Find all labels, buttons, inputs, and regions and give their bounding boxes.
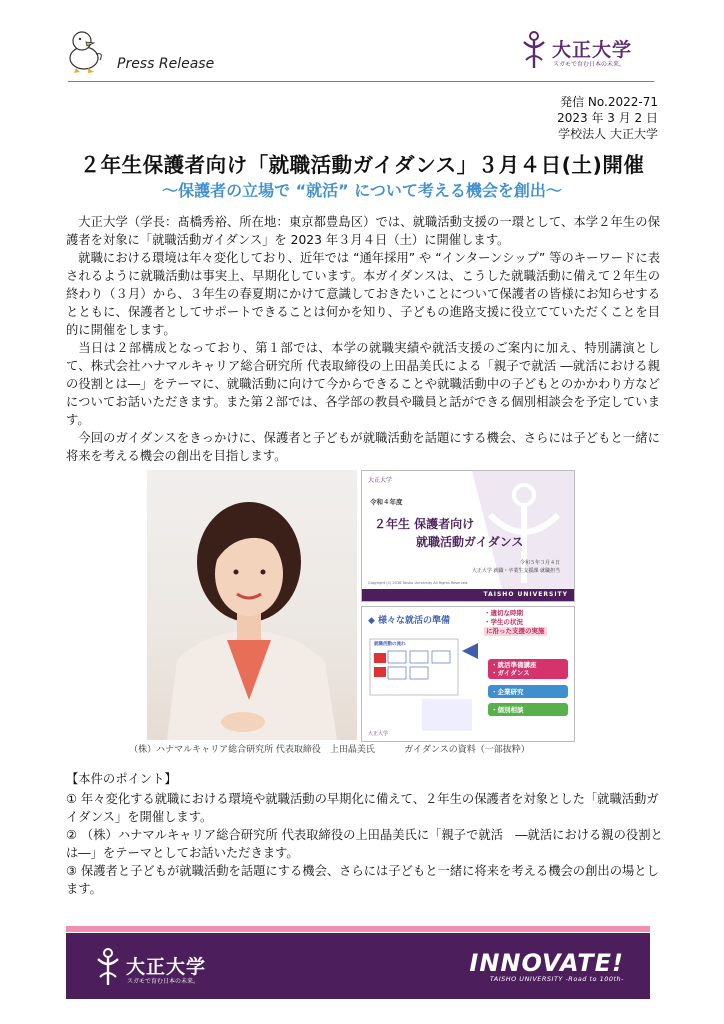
slide-title-page: [361, 470, 575, 602]
slide2-heading: ◆ 様々な就活の準備: [368, 616, 451, 626]
slide2-bullet: に沿った支援の実施: [486, 627, 545, 635]
slide1-title-line1: ２年生 保護者向け: [374, 517, 475, 531]
key-point-item: ② （株）ハナマルキャリア総合研究所 代表取締役の上田晶美氏に「親子で就活 ―就活における親の役割とは―」をテーマとしてお話いただきます。: [66, 828, 663, 860]
release-meta: [557, 94, 658, 142]
footer-banner: [66, 933, 650, 999]
header-divider: [68, 81, 654, 82]
slides-caption: ガイダンスの資料（一部抜粋）: [404, 745, 530, 755]
taisho-logo-mark-icon: [520, 30, 548, 70]
slide2-bullet: ・学生の状況: [484, 618, 523, 626]
taisho-logo: [520, 30, 660, 74]
photo-caption: （株）ハナマルキャリア総合研究所 代表取締役 上田晶美氏: [129, 745, 375, 755]
slide1-logo: 大正大学: [368, 477, 393, 484]
body-text: [66, 213, 660, 465]
key-points: [66, 770, 666, 898]
slide1-date: 令和５年３月４日: [519, 560, 560, 566]
slide2-box-prep: ・就活準備講座 ・ガイダンス: [488, 659, 568, 679]
logo-tagline: スガモで育む日本の未来。: [553, 61, 626, 68]
taisho-logo-mark-icon: [94, 947, 122, 987]
release-number: 発信 No.2022-71: [560, 95, 658, 109]
press-release-label: Press Release: [117, 56, 215, 72]
slide2-flow-label: 就職活動の流れ: [374, 642, 406, 647]
slide2-box-consult: ・個別相談: [488, 703, 568, 716]
body-paragraph: 就職における環境は年々変化しており、近年では “通年採用” や “インターンシップ” 等のキーワードに表されるように就職活動は事実上、早期化しています。本ガイダンスは、こうした就職活動に備えて２年生の終わり（３月）から、３年生の春夏期にかけて意識しておきたいことについて保護者の皆様にお知らせするとともに、保護者としてサポートできることは何かを知り、子どもの進路支援に役立てていただくことを目的に開催をします。: [66, 251, 660, 337]
mascot-duck-icon: [66, 28, 106, 74]
key-point-item: ① 年々変化する就職における環境や就職活動の早期化に備えて、２年生の保護者を対象とした「就職活動ガイダンス」を開催します。: [66, 792, 659, 824]
slide1-year: 令和４年度: [370, 498, 403, 506]
key-points-heading: 【本件のポイント】: [66, 772, 177, 786]
footer-logo: [94, 947, 244, 991]
release-issuer: 学校法人 大正大学: [558, 127, 658, 141]
page-title: ２年生保護者向け「就職活動ガイダンス」３月４日(土)開催: [79, 153, 645, 177]
slide2-bullet: ・適切な時期: [484, 609, 523, 617]
slide-preparation: [361, 606, 575, 742]
slide1-copyright: Copyright (C) 2016 Taisho University All Rights Reserved.: [368, 581, 469, 585]
key-point-item: ③ 保護者と子どもが就職活動を話題にする機会、さらには子どもと一緒に将来を考える機会の創出の場とします。: [66, 864, 659, 896]
footer-accent-bar: [66, 926, 650, 932]
body-paragraph: 当日は２部構成となっており、第１部では、本学の就職実績や就活支援のご案内に加え、特別講演として、株式会社ハナマルキャリア総合研究所 代表取締役の上田晶美氏による「親子で就活 ―就活における親の役割とは―」をテーマに、就職活動に向けて今からできることや就職活動中の子どもとのかかわり方などについてお話いただきます。また第２部では、各学部の教員や職員と話ができる個別相談会を予定しています。: [66, 341, 660, 427]
footer-logo-tagline: スガモで育む日本の未来。: [127, 978, 200, 985]
slide1-org: 大正大学 就職・卒業生支援課 就職担当: [471, 568, 560, 574]
footer-logo-name: 大正大学: [126, 956, 207, 978]
body-paragraph: 今回のガイダンスをきっかけに、保護者と子どもが就職活動を話題にする機会、さらには子どもと一緒に将来を考える機会の創出を目指します。: [66, 431, 660, 463]
innovate-slogan: [469, 951, 624, 983]
slide1-title-line2: 就職活動ガイダンス: [416, 535, 524, 549]
slide1-footer: TAISHO UNIVERSITY: [483, 591, 568, 598]
body-paragraph: 大正大学（学長：髙橋秀裕、所在地：東京都豊島区）では、就職活動支援の一環として、本学２年生の保護者を対象に「就職活動ガイダンス」を 2023 年３月４日（土）に開催します。: [66, 215, 660, 247]
logo-name: 大正大学: [552, 39, 633, 61]
innovate-subtext: TAISHO UNIVERSITY -Road to 100th-: [489, 975, 624, 983]
release-date: 2023 年 3 月 2 日: [557, 111, 658, 125]
innovate-text: INNOVATE!: [469, 949, 624, 977]
page-subtitle: 〜保護者の立場で “就活” について考える機会を創出〜: [162, 181, 562, 200]
speaker-photo: [147, 470, 357, 740]
slide2-logo: 大正大学: [368, 731, 389, 737]
slide2-box-research: ・企業研究: [488, 685, 568, 698]
